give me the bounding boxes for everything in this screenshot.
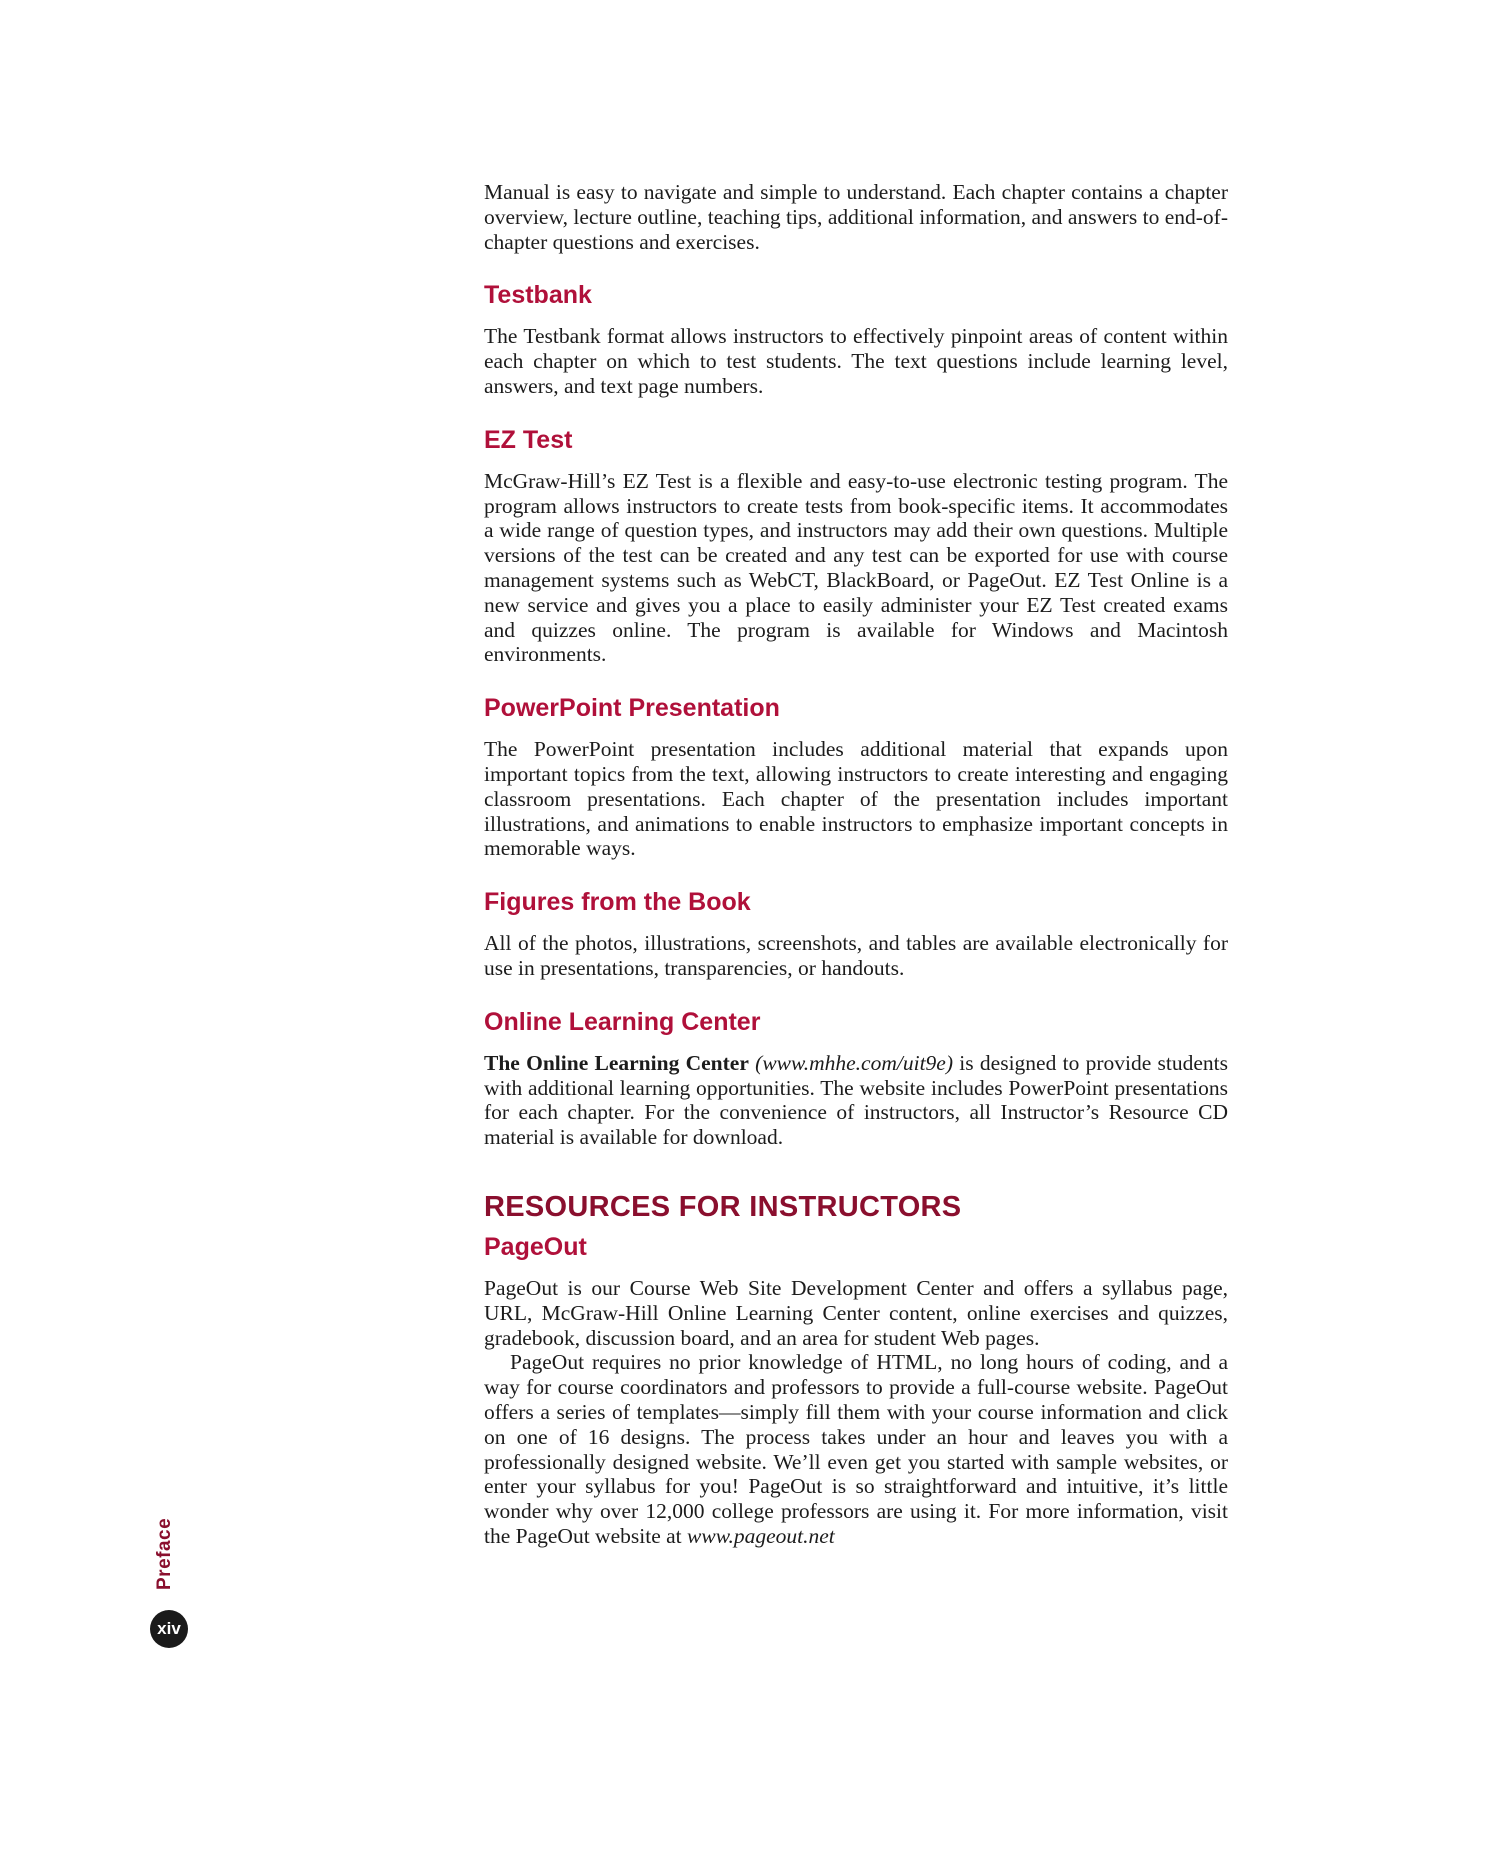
pageout-paragraph-2 [484,1350,1228,1548]
olc-url[interactable]: (www.mhhe.com/uit9e) [755,1050,954,1075]
ez-test-heading: EZ Test [484,425,573,454]
pageout-url[interactable]: www.pageout.net [687,1523,835,1548]
testbank-heading: Testbank [484,281,592,310]
section-label: Preface [154,1517,175,1590]
ez-test-paragraph: McGraw-Hill’s EZ Test is a flexible and easy-to-use electronic testing program. The program allows instructors to create tests from book-specific items. It accommodates a wide range of question types, and instructors may add their own questions. Multiple versions of the test can be created and any test can be exported for use with course management systems such as WebCT, BlackBoard, or PageOut. EZ Test Online is a new service and gives you a place to easily administer your EZ Test created exams and quizzes online. The program is available for Windows and Macintosh environments. [484,468,1228,667]
resources-heading: RESOURCES FOR INSTRUCTORS [484,1190,962,1223]
powerpoint-paragraph: The PowerPoint presentation includes additional material that expands upon important topics from the text, allowing instructors to create interesting and engaging classroom presentations. Each chapter of the presentation includes important illustrations, and animations to enable instructors to emphasize important concepts in memorable ways. [484,737,1228,861]
figures-paragraph: All of the photos, illustrations, screenshots, and tables are available electronically for use in presentations, transparencies, or handouts. [484,931,1228,980]
olc-paragraph [484,1051,1228,1150]
pageout-heading: PageOut [484,1232,587,1261]
page-content [484,180,1228,1549]
olc-lead-text: The Online Learning Center [484,1050,749,1075]
olc-body-text: is designed to provide students with additional learning opportunities. The website includes PowerPoint presentations for each chapter. For the convenience of instructors, all Instructor’s Resource CD material is available for download. [484,1050,1229,1150]
figures-heading: Figures from the Book [484,888,751,917]
powerpoint-heading: PowerPoint Presentation [484,694,780,723]
pageout-para2-text: PageOut requires no prior knowledge of HTML, no long hours of coding, and a way for course coordinators and professors to provide a full-course website. PageOut offers a series of templates—simply fill them with your course information and click on one of 16 designs. The process takes under an hour and leaves you with a professionally designed website. We’ll even get you started with sample websites, or enter your syllabus for you! PageOut is so straightforward and intuitive, it’s little wonder why over 12,000 college professors are using it. For more information, visit the PageOut website at [484,1350,1228,1548]
page-number-badge: xiv [150,1610,188,1648]
testbank-paragraph: The Testbank format allows instructors to effectively pinpoint areas of content within each chapter on which to test students. The text questions include learning level, answers, and text page numbers. [484,324,1228,398]
olc-heading: Online Learning Center [484,1007,761,1036]
intro-paragraph: Manual is easy to navigate and simple to understand. Each chapter contains a chapter overview, lecture outline, teaching tips, additional information, and answers to end-of-chapter questions and exercises. [484,180,1228,254]
pageout-paragraph-1: PageOut is our Course Web Site Development Center and offers a syllabus page, URL, McGraw-Hill Online Learning Center content, online exercises and quizzes, gradebook, discussion board, and an area for student Web pages. [484,1275,1228,1350]
